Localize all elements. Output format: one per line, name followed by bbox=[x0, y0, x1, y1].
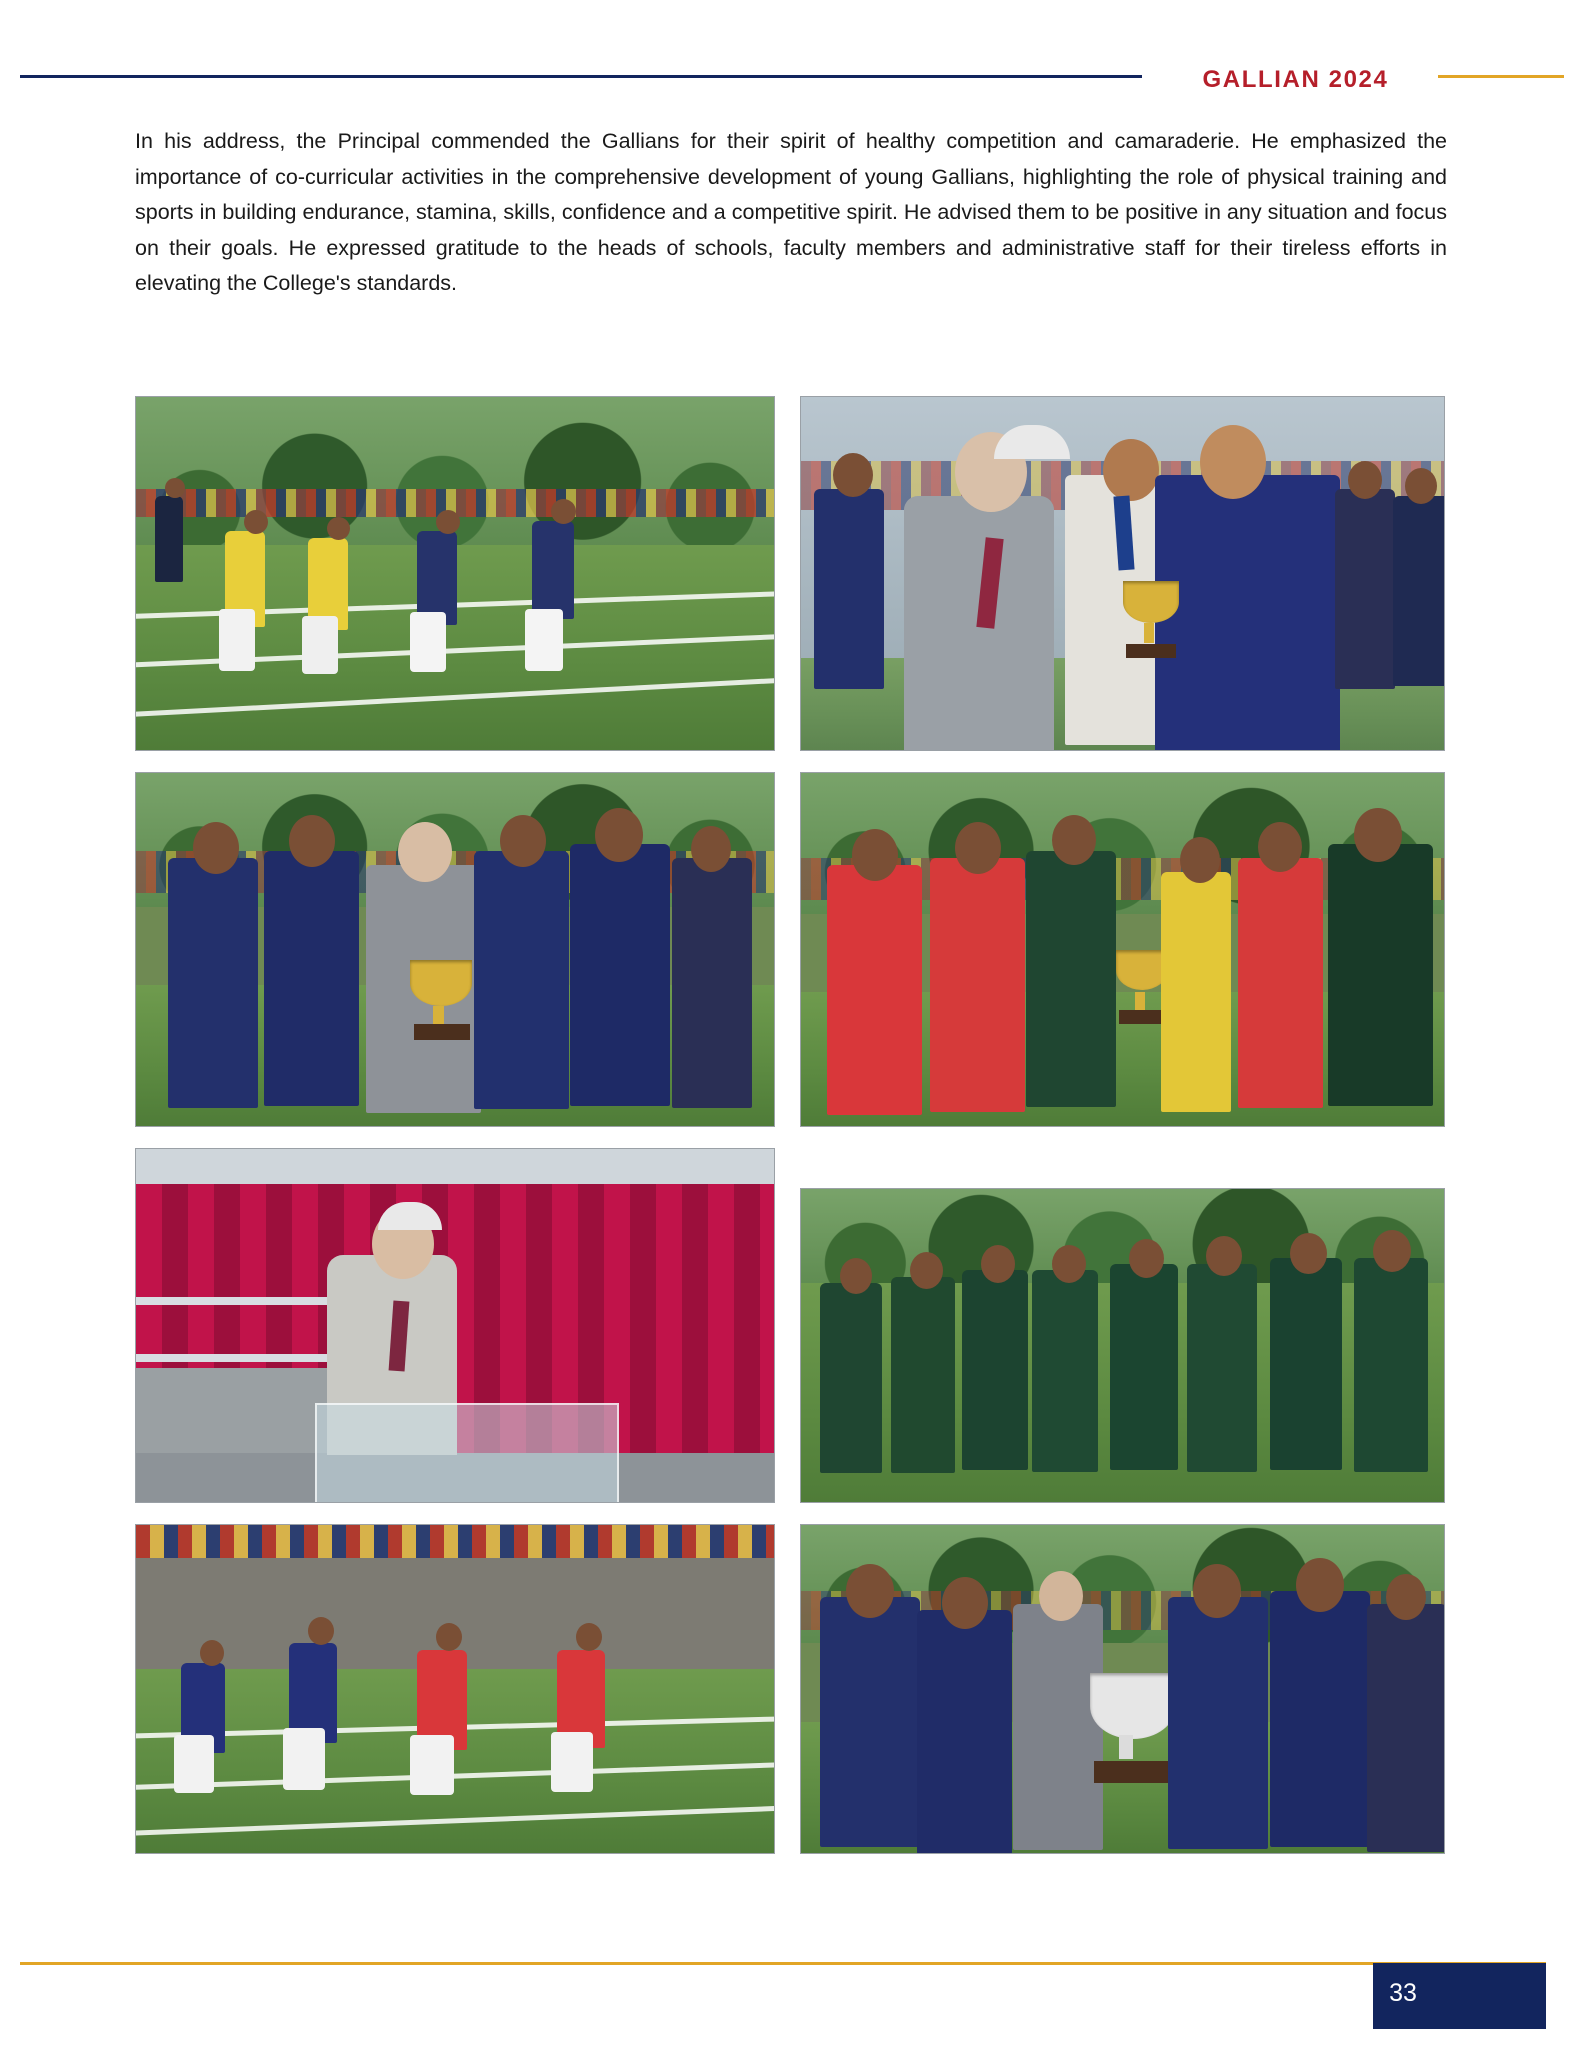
photo-race-sprint bbox=[135, 396, 775, 751]
footer-rule bbox=[20, 1962, 1546, 1965]
article-paragraph bbox=[135, 124, 1447, 302]
photo-team-with-trophy-red-green bbox=[800, 772, 1445, 1127]
photo-team-red-green-content bbox=[801, 773, 1444, 1126]
photo-large-trophy-content bbox=[801, 1525, 1444, 1853]
photo-relay-content bbox=[136, 1525, 774, 1853]
paragraph-text: In his address, the Principal commended the Gallians for their spirit of healthy competition and camaraderie. He emphasized the importance of co-curricular activities in the comprehensive development of young Gallians, highlighting the role of physical training and sports in building endurance, stamina, skills, confidence and a competitive spirit. He advised them to be positive in any situation and focus on their goals. He expressed gratitude to the heads of schools, faculty members and administrative staff for their tireless efforts in elevating the College's standards. bbox=[135, 129, 1447, 295]
page-number: 33 bbox=[1389, 1979, 1417, 2007]
photo-team-navy-content bbox=[136, 773, 774, 1126]
photo-relay-race bbox=[135, 1524, 775, 1854]
header-rule-right bbox=[1438, 75, 1564, 78]
photo-large-trophy-group bbox=[800, 1524, 1445, 1854]
photo-race-sprint-content bbox=[136, 397, 774, 750]
photo-drill-content bbox=[801, 1189, 1444, 1502]
photo-trophy-presentation-content bbox=[801, 397, 1444, 750]
photo-podium-content bbox=[136, 1149, 774, 1502]
photo-team-with-trophy-navy bbox=[135, 772, 775, 1127]
header-rule-left bbox=[20, 75, 1142, 78]
photo-principal-at-podium bbox=[135, 1148, 775, 1503]
photo-cadets-drill-formation bbox=[800, 1188, 1445, 1503]
page-title: GALLIAN 2024 bbox=[1202, 66, 1389, 93]
page-header bbox=[0, 66, 1582, 93]
photo-trophy-presentation-principal bbox=[800, 396, 1445, 751]
